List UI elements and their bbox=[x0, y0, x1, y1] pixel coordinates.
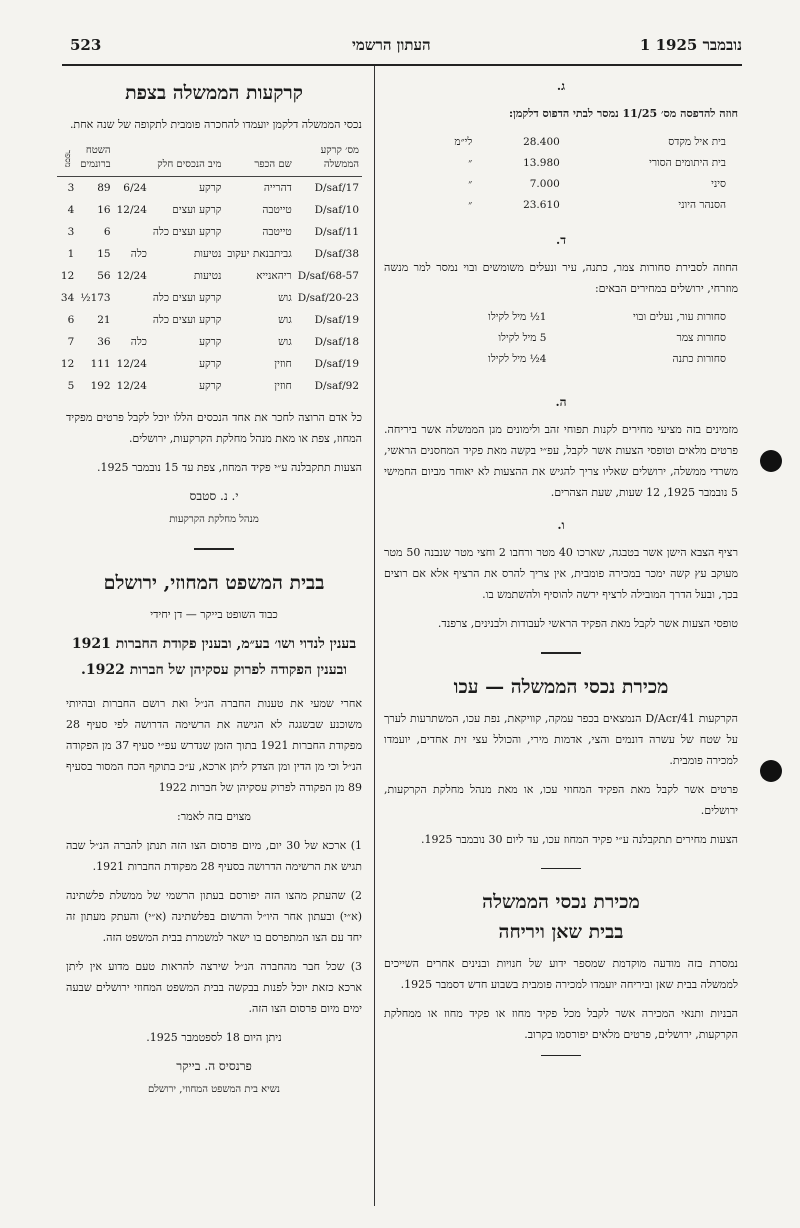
section-divider bbox=[194, 548, 234, 550]
section-mark-d: ד. bbox=[556, 233, 566, 247]
page-number: 523 bbox=[70, 36, 102, 54]
section-mark-g: ג. bbox=[556, 79, 566, 93]
table-row: D/saf/19 גוש קרקע ועצים כלה 21 6 bbox=[67, 314, 359, 326]
table-row: D/saf/11 טייטבה קרקע ועצים כלה 6 3 bbox=[67, 226, 359, 238]
table-row: סיני 7.000 ״ bbox=[468, 178, 726, 190]
section-mark-v: ו. bbox=[557, 518, 565, 532]
table-row: D/saf/19 חוזין קרקע 12/24 111 12 bbox=[60, 358, 359, 370]
akko-sale-text-3: הצעות מחירים תתקבלנה ע״י פקיד המחוז עכו, עד ליום 30 נובמבר 1925. bbox=[421, 833, 738, 846]
akko-sale-text-1: הקרקעות D/Acr/41 הנמצאים בכפר עמקה, קוויקאת, נפת עכו, המשתרעות לערך על שטח של עשרה דונמים והצי, אדמות מירי, והכולל עצי זית אחדים, יועמדו למכירה פומבית. bbox=[384, 712, 739, 767]
court-title: בבית המשפט המחוזי, ירושלם bbox=[103, 572, 325, 594]
table-row: D/saf/92 חוזין קרקע 12/24 192 5 bbox=[67, 380, 359, 392]
binding-hole bbox=[760, 760, 782, 782]
header-rule bbox=[62, 64, 742, 66]
printing-contract-intro: חוזה להדפסה מס׳ 11/25 נמסר לבתי הדפוס דלקמן: bbox=[509, 107, 738, 120]
table-row: סחורות עור, נעלים ובוי 1½ מיל לקילו bbox=[488, 311, 726, 323]
akko-sale-text-2: פרטים אשר לקבל מאת הפקיד המחוזי עכו, או מאת מנהל מחלקת הקרקעות, ירושלים. bbox=[384, 783, 738, 817]
court-order-3: 3) שכל חבר מהחברה הנ״ל שירצה להראות טעם מדוע אין ליתן ארכא כזאת יוכל לפנות בבקשה בבית המשפט המחוזי ירושלים שבעה ימים מיום פרסום הצו הזה. bbox=[66, 960, 362, 1015]
court-given-date: ניתן היום 18 לספטמבר 1925. bbox=[146, 1031, 282, 1044]
beisan-sale-title-2: בבית שאן ויריחה bbox=[498, 921, 624, 943]
table-header-row: מס׳ קרקע הממשלה שם הכפר מיב הנכסים חלק השטח ברונמים מספר bbox=[57, 143, 362, 177]
wharf-sale-note: טופסי הצעות אשר לקבל מאת הפקיד הראשי לעבודות ולבנינים, צרפנד. bbox=[437, 617, 738, 630]
table-row: D/saf/68-57 ריהאנייא נטיעות 12/24 56 12 bbox=[60, 270, 359, 282]
court-order-1: 1) ארכא של 30 יום, מיום פרסום הצו הזה תנתן להברה הנ״ל שבה תגיש את הרשימה הדרושה בסעיף 28 מפקודת החברות 1921. bbox=[66, 839, 362, 873]
textile-contract-intro: החוזה לסבירת סחורות צמר, כתנה, עיר ונעלים משומשים ובוי נמסר למר מנשה מוזרחי, ירושלים במחירים הבאים: bbox=[384, 261, 738, 295]
section-divider bbox=[541, 652, 581, 654]
column-divider bbox=[374, 66, 375, 1206]
printing-contract-table bbox=[426, 132, 730, 216]
table-row: D/saf/18 גוש קרקע כלה 36 7 bbox=[67, 336, 359, 348]
court-case-heading: בענין לנדוי ושו׳ בע״מ, ובענין פקודת החברות 1921 ובענין הפקודה לפרוק עסקיהן של חברות 1922. bbox=[71, 636, 357, 678]
table-row: סחורות כתנה 4½ מיל לקילו bbox=[488, 353, 726, 365]
table-row: D/saf/20-23 גוש קרקע ועצים כלה 173½ 34 bbox=[60, 292, 359, 304]
binding-hole bbox=[760, 450, 782, 472]
safed-lands-table bbox=[57, 143, 362, 397]
section-divider bbox=[541, 1055, 581, 1056]
table-row: הסנהר היוני 23.610 ״ bbox=[468, 199, 726, 211]
court-text: אחרי שמעי את טענות החברה הנ״ל ואת רושם החברות ובהיותי משוכנע שבשגגה לא הגישה את הרשימה הדרושה לפי סעיף 28 מפקודת החברות 1921 בתוך הזמן שנדרש עפ״י סעיף 37 מן הפקודה הנ״ל וכי מן הדין ומן הצדק ליתן ארכא, ע״כ בתוקף הכח המסור בסעיף 89 מן הפקודה לפרוק עסקיהן של חברות 1922 bbox=[66, 697, 363, 794]
table-row: בית היתומים הסורי 13.980 ״ bbox=[468, 157, 726, 169]
table-row: בית איל מקדס 28.400 לי״מ bbox=[454, 136, 726, 148]
textile-price-table bbox=[433, 307, 730, 370]
table-row: סחורות צמר 5 מיל לקילו bbox=[498, 332, 726, 344]
court-orders-intro: מצוים בזה לאמר: bbox=[177, 810, 251, 823]
beisan-sale-text-1: נמסרת בזה מודעה מוקדמת שמספר ידוע של חנויות ובנינים אחרים השייכים לממשלה בבית שאן וביריחה יועמדו למכירה פומבית בשבוע חדש דסמבר 1925. bbox=[384, 957, 738, 991]
newspaper-name: העתון הרשמי bbox=[352, 36, 431, 54]
left-column bbox=[60, 72, 363, 1100]
table-row: D/saf/38 גביתבנאת יעקוב נטיעות כלה 15 1 bbox=[67, 248, 359, 260]
citrus-tender-text: מזמינים בזה מציעי מחירים לקנות תפוחי זהב ולימונים מגן הממשלה אשר ביריחה. פרטים מלאים וטופסי הצעות אשר לקבל, עפ״י בקשה מאת פקיד המחסנים הראשי, משרדי ממשלה, ירושלים שאליו צריך להגיש את ההצעות לא יאוחר מביום החמישי 5 נובמבר 1925, 12 שעות, שעת הצהרים. bbox=[384, 423, 738, 499]
safed-lands-intro: נכסי הממשלה דלקמן יועמדו להחכרה פומבית לתקופה של שנה אחת. bbox=[69, 118, 362, 131]
section-mark-h: ה. bbox=[555, 395, 567, 409]
safed-lands-title: קרקעות הממשלה בצפת bbox=[125, 82, 303, 104]
court-order-2: 2) שהעתק מהצו הזה יפורסם בעתון הרשמי של ממשלת פלשתינה (א״י) ובעתון אחר היו״ל והרשום בפלשתינה (א״י) והעתק מעתון זה יחד עם הצו המתפרסם בו ישאר למשמרת בבית המשפט הזה. bbox=[66, 889, 362, 944]
right-column bbox=[384, 72, 738, 1074]
section-divider bbox=[541, 868, 581, 869]
court-signature: פרנסיס ה. בייקר bbox=[176, 1059, 252, 1073]
safed-signature: י. נ. סטבס bbox=[189, 489, 239, 503]
beisan-sale-title-1: מכירת נכסי הממשלה bbox=[482, 891, 640, 913]
safed-lands-text-2: הצעות תתקבלנה ע״י פקיד המחוז, צפת עד 15 נובמבר 1925. bbox=[97, 461, 362, 474]
table-row: D/saf/10 טייטבה קרקע ועצים 12/24 16 4 bbox=[67, 204, 359, 216]
beisan-sale-text-2: הבניות ותנאי המכירה אשר לקבל מכל פקיד מחוז או פקיד מחוז או ממחלקת הקרקעות, ירושלים, פרטים מלאים יפורסמו בקרוב. bbox=[384, 1007, 738, 1041]
wharf-sale-text: רציף הצבא הישן אשר בטבגה, שארכו 40 מטר ורחבו 2 וחצי מטר שנבנה 50 מטר מעוקב עץ קשה ימכר במכירה פומבית, אין צריך להרס את הרציף אלא אם רוצים בכך, ובעל הדרך המובילה לרציף ירשה להוסיף ולהשתמש בו. bbox=[384, 546, 738, 601]
court-signature-title: נשיא בית המשפט המחוזי, ירושלם bbox=[147, 1084, 281, 1095]
table-row: D/saf/17 דהרייה קרקע 6/24 89 3 bbox=[67, 182, 359, 194]
page-header bbox=[62, 30, 742, 60]
court-subtitle: כבוד השופט בייקר — דן יחידי bbox=[150, 608, 278, 621]
safed-lands-text-1: כל אדם הרוצה לחכר את אחד הנכסים הללו יוכל לקבל פרטים מפקיד המחוז, צפת או מאת מנהל מחלקת הקרקעות, ירושלים. bbox=[66, 411, 362, 445]
akko-sale-title: מכירת נכסי הממשלה — עכו bbox=[453, 676, 669, 698]
issue-date: 1 נובמבר 1925 bbox=[639, 36, 742, 54]
safed-signature-title: מנהל מחלקת הקרקעות bbox=[169, 514, 259, 525]
